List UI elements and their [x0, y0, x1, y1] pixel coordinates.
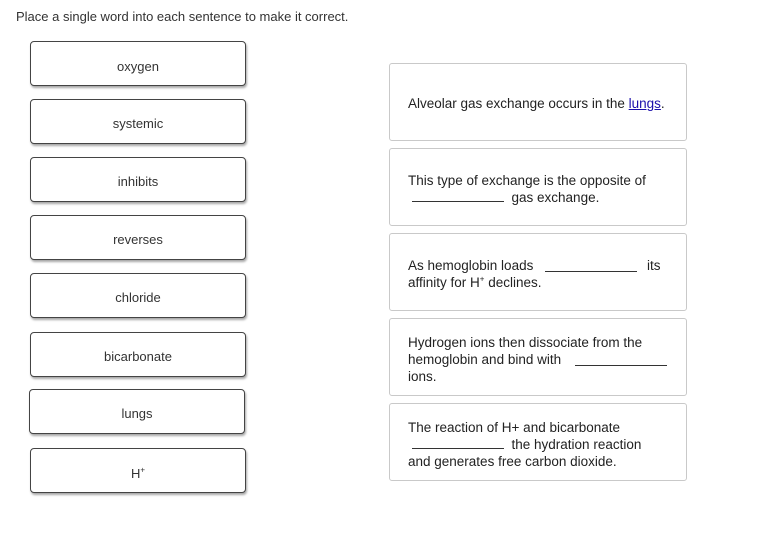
sentence-text: hemoglobin and bind with — [408, 352, 562, 367]
sentence-line — [408, 257, 533, 274]
sentence-text: . — [660, 96, 665, 111]
sentence-line: The reaction of H+ and bicarbonate — [408, 420, 621, 435]
sentence-text: its — [647, 258, 661, 273]
word-card-bicarbonate[interactable] — [30, 332, 246, 377]
sentence-line: ions. — [408, 369, 437, 384]
word-text: H — [130, 466, 141, 481]
sentence-text: Alveolar gas exchange occurs in the — [408, 96, 629, 111]
sentence-line — [412, 436, 641, 453]
word-label: systemic — [112, 116, 164, 131]
superscript-plus: + — [479, 274, 485, 284]
word-label: bicarbonate — [104, 349, 172, 364]
word-card-h-plus[interactable] — [30, 448, 246, 493]
sentence-text: affinity for H — [408, 275, 480, 290]
sentence-box-4[interactable] — [389, 318, 687, 396]
word-label: chloride — [115, 290, 161, 305]
word-label: lungs — [121, 406, 153, 421]
instruction-text: Place a single word into each sentence to make it correct. — [16, 9, 349, 24]
sentence-line — [412, 189, 599, 206]
superscript-plus: + — [140, 465, 146, 475]
drop-blank[interactable] — [575, 365, 667, 366]
drop-blank[interactable] — [545, 271, 637, 272]
sentence-text: gas exchange. — [511, 190, 600, 205]
sentence-text: the hydration reaction — [511, 437, 642, 452]
sentence-line — [408, 351, 561, 368]
sentence-line: This type of exchange is the opposite of — [408, 173, 646, 188]
drop-blank[interactable] — [412, 448, 504, 449]
word-card-chloride[interactable] — [30, 273, 246, 318]
sentence-box-2[interactable] — [389, 148, 687, 226]
word-card-reverses[interactable] — [30, 215, 246, 260]
sentence-line — [408, 274, 542, 291]
sentence-text: declines. — [484, 275, 542, 290]
word-label: reverses — [113, 232, 163, 247]
sentence-box-1[interactable] — [389, 63, 687, 141]
sentence-line — [408, 95, 665, 112]
word-card-oxygen[interactable] — [30, 41, 246, 86]
word-label: inhibits — [117, 174, 159, 189]
sentence-box-3[interactable] — [389, 233, 687, 311]
word-card-systemic[interactable] — [30, 99, 246, 144]
word-card-lungs[interactable] — [29, 389, 245, 434]
drop-blank[interactable] — [412, 201, 504, 202]
placed-word-link[interactable]: lungs — [628, 96, 661, 111]
word-label: oxygen — [117, 59, 159, 74]
sentence-text: As hemoglobin loads — [408, 258, 534, 273]
sentence-box-5[interactable] — [389, 403, 687, 481]
sentence-line: and generates free carbon dioxide. — [408, 454, 617, 469]
word-card-inhibits[interactable] — [30, 157, 246, 202]
word-label — [31, 466, 245, 481]
sentence-line: Hydrogen ions then dissociate from the — [408, 335, 643, 350]
